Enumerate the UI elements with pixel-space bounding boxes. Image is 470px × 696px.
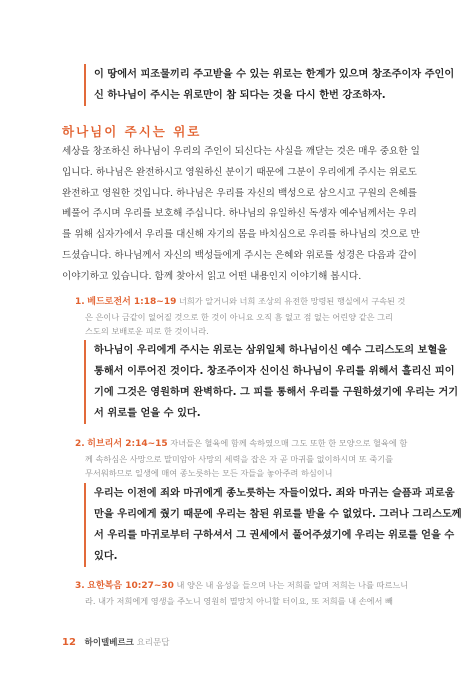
- top-quote: [84, 64, 455, 106]
- answer-line: 하나님이 우리에게 주시는 위로는 삼위일체 하나님이신 예수 그리스도의 보혈을: [94, 345, 448, 356]
- page-number: 12: [62, 637, 76, 648]
- answer-quote-1: [84, 340, 459, 424]
- answer-line: 만을 우리에게 줬기 때문에 우리는 참된 위로를 받을 수 없었다. 그러나 그리스도께: [94, 509, 462, 520]
- scripture-reference-2: [75, 436, 411, 481]
- intro-line: 입니다. 하나님은 완전하시고 영원하신 분이기 때문에 그분이 우리에게 주시는 위로도: [62, 166, 417, 178]
- intro-line: 이야기하고 있습니다. 함께 찾아서 읽고 어떤 내용인지 이야기해 봅시다.: [62, 270, 362, 282]
- scripture-citation: 베드로전서 1:18~19: [87, 297, 177, 307]
- answer-line: 서 우리를 마귀로부터 구하셔서 그 권세에서 풀어주셨기에 우리는 위로를 얻을 수: [94, 530, 455, 541]
- intro-line: 완전하고 영원한 것입니다. 하나님은 우리를 자신의 백성으로 삼으시고 구원의 은혜를: [62, 187, 417, 199]
- answer-line: 있다.: [94, 551, 118, 562]
- scripture-reference-3: [75, 578, 411, 608]
- scripture-citation: 히브리서 2:14~15: [87, 439, 168, 449]
- verse-text: 자녀들은 혈육에 함께 속하였으매 그도 또한 한 모양으로 혈육에 함: [170, 438, 408, 448]
- item-number: 1.: [75, 297, 85, 307]
- verse-text: 은 은이나 금같이 없어질 것으로 한 것이 아니요 오직 흠 없고 점 없는 어린양 같은 그리: [85, 311, 393, 322]
- verse-text: 너희가 알거니와 너희 조상의 유전한 망령된 행실에서 구속된 것: [178, 296, 406, 306]
- answer-line: 기에 그것은 영원하며 완벽하다. 그 피를 통해서 우리를 구원하셨기에 우리는 거기: [94, 387, 459, 398]
- verse-text: 스도의 보배로운 피로 한 것이니라.: [85, 326, 209, 336]
- intro-line: 를 위해 십자가에서 우리를 대신해 자기의 몸을 바치심으로 우리를 하나님의 것으로 만: [62, 229, 420, 241]
- verse-text: 라. 내가 저희에게 영생을 주노니 영원히 멸망치 아니할 터이요, 또 저희를 내 손에서 빼: [85, 595, 393, 606]
- scripture-citation: 요한복음 10:27~30: [87, 581, 174, 591]
- answer-line: 통해서 이루어진 것이다. 창조주이자 신이신 하나님이 우리를 위해서 흘리신 피이: [94, 366, 455, 377]
- answer-line: 우리는 이전에 죄와 마귀에게 종노릇하는 자들이었다. 죄와 마귀는 슬픔과 괴로움: [94, 488, 455, 499]
- intro-line: 베풀어 주시며 우리를 보호해 주십니다. 하나님의 유일하신 독생자 예수님께서는 우리: [62, 208, 417, 220]
- item-number: 3.: [75, 581, 85, 591]
- quote-line: 신 하나님이 주시는 위로만이 참 되다는 것을 다시 한번 강조하자.: [94, 90, 386, 101]
- verse-text: 께 속하심은 사망으로 말미암아 사망의 세력을 잡은 자 곧 마귀를 없이하시며 또 죽기를: [85, 453, 394, 464]
- intro-paragraph: [62, 142, 420, 288]
- section-title: 하나님이 주시는 위로: [62, 124, 202, 139]
- book-title: 하이델베르크: [84, 638, 134, 648]
- verse-text: 내 양은 내 음성을 들으며 나는 저희를 알며 저희는 나를 따르느니: [176, 580, 409, 590]
- answer-quote-2: [84, 483, 462, 567]
- quote-line: 이 땅에서 피조물끼리 주고받을 수 있는 위로는 한계가 있으며 창조주이자 주인이: [94, 69, 455, 80]
- page-footer: [62, 636, 169, 648]
- verse-text: 무서워하므로 일생에 매여 종노릇하는 모든 자들을 놓아주려 하심이니: [85, 468, 333, 478]
- intro-line: 드셨습니다. 하나님께서 자신의 백성들에게 주시는 은혜와 위로를 성경은 다음과 같이: [62, 249, 417, 261]
- answer-line: 서 위로를 얻을 수 있다.: [94, 408, 201, 419]
- scripture-reference-1: [75, 294, 411, 339]
- book-subtitle: 요리문답: [136, 638, 170, 648]
- item-number: 2.: [75, 439, 85, 449]
- intro-line: 세상을 창조하신 하나님이 우리의 주인이 되신다는 사실을 깨닫는 것은 매우 중요한 일: [62, 146, 420, 157]
